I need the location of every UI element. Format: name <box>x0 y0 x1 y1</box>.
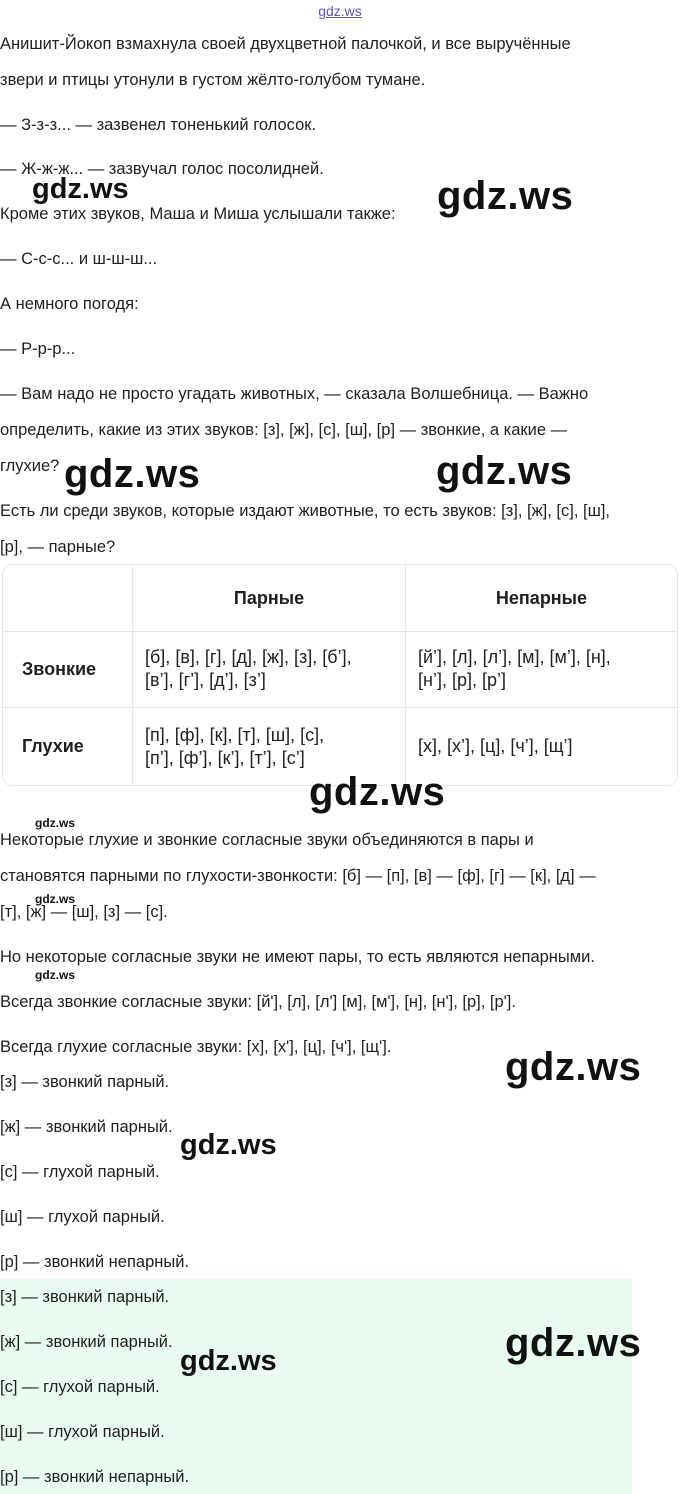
highlighted-answer-line: [р] — звонкий непарный. <box>0 1468 190 1486</box>
story-line: звери и птицы утонули в густом жёлто-голубом тумане. <box>0 71 426 89</box>
story-line: А немного погодя: <box>0 295 139 313</box>
cell-line: [х], [х’], [ц], [ч’], [щ’] <box>418 736 573 756</box>
answer-line: [ш] — глухой парный. <box>0 1208 165 1226</box>
top-site-mark[interactable]: gdz.ws <box>318 3 362 19</box>
cell-line: [п], [ф], [к], [т], [ш], [с], <box>145 724 325 745</box>
story-line: — Ж-ж-ж... — зазвучал голос посолидней. <box>0 160 324 178</box>
watermark: gdz.ws <box>309 770 446 814</box>
answer-line: [ж] — звонкий парный. <box>0 1118 173 1136</box>
watermark: gdz.ws <box>180 1129 277 1161</box>
watermark: gdz.ws <box>35 968 76 982</box>
paired-cell <box>133 631 406 707</box>
story-line: [р], — парные? <box>0 538 116 556</box>
unpaired-cell <box>406 708 677 785</box>
explanation-line: Всегда звонкие согласные звуки: [й'], [л], [л'] [м], [м'], [н], [н'], [р], [р']. <box>0 993 516 1011</box>
watermark: gdz.ws <box>32 173 129 205</box>
story-line: — З-з-з... — зазвенел тоненький голосок. <box>0 116 317 134</box>
explanation-line: [т], [ж] — [ш], [з] — [с]. <box>0 903 168 921</box>
cell-line: [в’], [г’], [д’], [з’] <box>145 670 266 690</box>
row-label: Глухие <box>3 708 133 785</box>
cell-line: [б], [в], [г], [д], [ж], [з], [б’], <box>145 647 352 667</box>
watermark: gdz.ws <box>437 174 574 218</box>
watermark: gdz.ws <box>35 816 76 830</box>
story-line: — Вам надо не просто угадать животных, — сказала Волшебница. — Важно <box>0 385 589 403</box>
highlighted-answer-line: [ш] — глухой парный. <box>0 1423 165 1441</box>
story-line: — Р-р-р... <box>0 340 76 358</box>
story-line: Анишит-Йокоп взмахнула своей двухцветной палочкой, и все выручённые <box>0 35 571 53</box>
unpaired-cell <box>406 631 677 707</box>
consonants-table <box>2 564 678 786</box>
watermark: gdz.ws <box>180 1345 277 1377</box>
table-header-cell: Непарные <box>495 587 588 608</box>
table-row <box>3 631 677 708</box>
answer-line: [з] — звонкий парный. <box>0 1073 170 1091</box>
answer-line: [р] — звонкий непарный. <box>0 1253 190 1271</box>
table-header-cell: Парные <box>133 565 406 631</box>
watermark: gdz.ws <box>64 452 201 496</box>
explanation-line: Но некоторые согласные звуки не имеют пары, то есть являются непарными. <box>0 948 595 966</box>
answer-line: [с] — глухой парный. <box>0 1163 160 1181</box>
story-line: Есть ли среди звуков, которые издают животные, то есть звуков: [з], [ж], [с], [ш], <box>0 502 610 520</box>
explanation-line: Всегда глухие согласные звуки: [х], [х'], [ц], [ч'], [щ']. <box>0 1038 392 1056</box>
story-line: определить, какие из этих звуков: [з], [ж], [с], [ш], [р] — звонкие, а какие — <box>0 421 568 439</box>
highlighted-answer-line: [с] — глухой парный. <box>0 1378 160 1396</box>
cell-line: [н’], [р], [р’] <box>418 670 506 690</box>
story-line: глухие? <box>0 457 60 475</box>
explanation-line: Некоторые глухие и звонкие согласные звуки объединяются в пары и <box>0 831 534 849</box>
highlighted-answer-line: [з] — звонкий парный. <box>0 1288 170 1306</box>
explanation-line: становятся парными по глухости-звонкости: [б] — [п], [в] — [ф], [г] — [к], [д] — <box>0 867 596 885</box>
cell-line: [п’], [ф’], [к’], [т’], [с’] <box>145 747 305 768</box>
table-header-row <box>3 565 677 632</box>
row-label: Звонкие <box>3 631 133 707</box>
watermark: gdz.ws <box>436 449 573 493</box>
watermark: gdz.ws <box>505 1045 642 1089</box>
table-header-cell <box>3 565 133 631</box>
watermark: gdz.ws <box>35 892 76 906</box>
cell-line: [й’], [л], [л’], [м], [м’], [н], <box>418 647 611 667</box>
story-line: — С-с-с... и ш-ш-ш... <box>0 250 158 268</box>
story-line: Кроме этих звуков, Маша и Миша услышали также: <box>0 205 396 223</box>
highlighted-answer-line: [ж] — звонкий парный. <box>0 1333 173 1351</box>
watermark: gdz.ws <box>505 1321 642 1365</box>
